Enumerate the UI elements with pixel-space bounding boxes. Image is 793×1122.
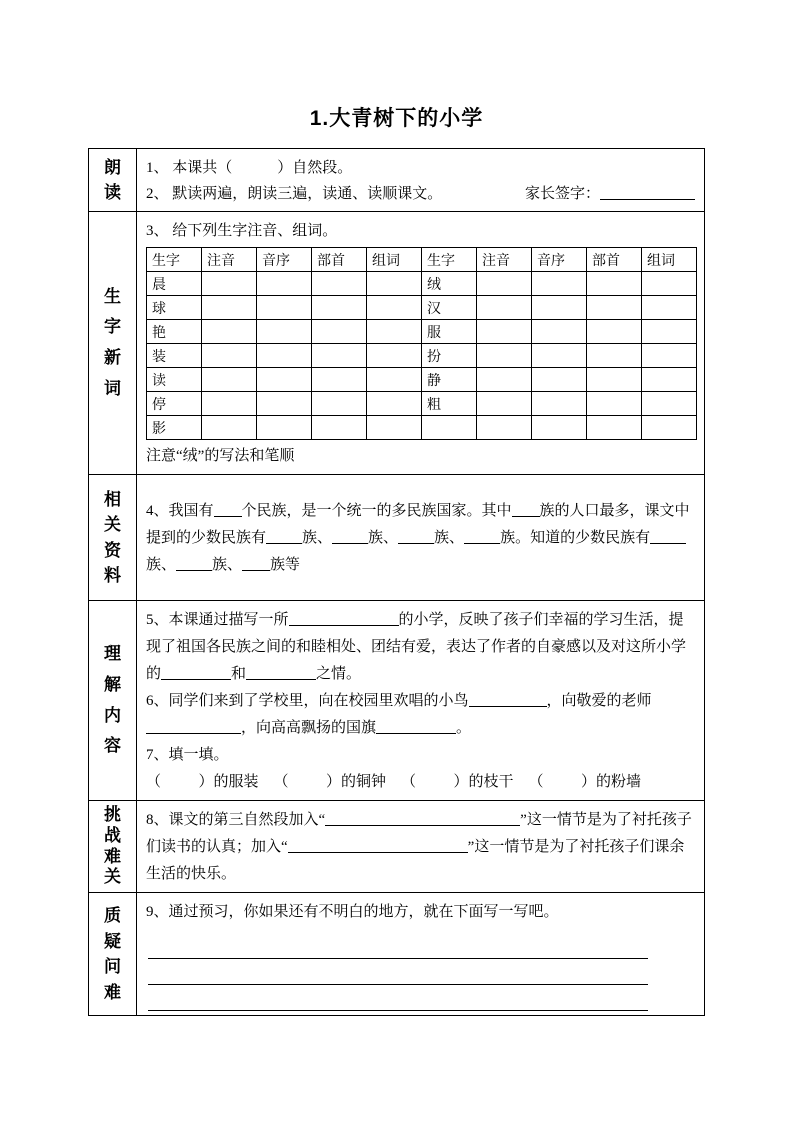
comprehension-item-7: 7、填一填。 xyxy=(146,747,229,763)
section-questions xyxy=(89,893,705,1016)
reading-item-2 xyxy=(146,181,695,207)
empty-cell xyxy=(642,392,697,416)
empty-cell xyxy=(532,416,587,440)
text-segment: 5、本课通过描写一所 xyxy=(146,612,289,628)
blank-line xyxy=(469,692,547,707)
section-comprehension xyxy=(89,601,705,801)
empty-cell xyxy=(312,416,367,440)
char-cell: 粗 xyxy=(422,392,477,416)
text-segment: 个民族，是一个统一的多民族国家。其中 xyxy=(241,503,512,519)
character-row xyxy=(147,368,697,392)
empty-cell xyxy=(642,344,697,368)
text-segment: 和 xyxy=(231,666,247,682)
parent-signature xyxy=(525,181,695,207)
empty-cell xyxy=(642,296,697,320)
char-cell: 读 xyxy=(147,368,202,392)
writing-line xyxy=(148,985,648,1011)
blank-line xyxy=(214,502,242,517)
text-segment: 族、 xyxy=(212,557,243,573)
comprehension-item-5 xyxy=(146,607,695,688)
character-row xyxy=(147,416,697,440)
empty-cell xyxy=(202,272,257,296)
empty-cell xyxy=(477,344,532,368)
empty-cell xyxy=(477,272,532,296)
section-label-related: 相关资料 xyxy=(104,489,121,585)
empty-cell xyxy=(312,272,367,296)
empty-cell xyxy=(202,320,257,344)
text-segment: 。 xyxy=(456,720,472,736)
character-row xyxy=(147,344,697,368)
char-cell: 艳 xyxy=(147,320,202,344)
char-cell: 影 xyxy=(147,416,202,440)
char-cell: 晨 xyxy=(147,272,202,296)
blank-line xyxy=(376,719,456,734)
empty-cell xyxy=(587,392,642,416)
empty-cell xyxy=(532,296,587,320)
blank-line xyxy=(289,611,399,626)
questions-item-9: 9、通过预习，你如果还有不明白的地方，就在下面写一写吧。 xyxy=(146,904,559,920)
section-reading xyxy=(89,149,705,212)
blank-line xyxy=(266,529,302,544)
text-segment: ，向敬爱的老师 xyxy=(546,693,652,709)
empty-cell xyxy=(202,392,257,416)
char-cell: 球 xyxy=(147,296,202,320)
empty-cell xyxy=(532,320,587,344)
empty-cell xyxy=(367,416,422,440)
empty-cell xyxy=(587,416,642,440)
char-cell: 静 xyxy=(422,368,477,392)
characters-item-3: 3、 给下列生字注音、组词。 xyxy=(146,223,338,239)
empty-cell xyxy=(367,368,422,392)
empty-cell xyxy=(312,392,367,416)
characters-note: 注意“绒”的写法和笔顺 xyxy=(146,448,295,464)
blank-line xyxy=(325,811,520,826)
comprehension-item-6 xyxy=(146,688,695,742)
empty-cell xyxy=(257,272,312,296)
empty-cell xyxy=(202,296,257,320)
blank-line xyxy=(242,556,270,571)
comprehension-item-7-fill-line: （ ）的服装 （ ）的铜钟 （ ）的枝干 （ ）的粉墙 xyxy=(146,774,642,790)
char-table-header: 生字 xyxy=(422,248,477,272)
writing-line xyxy=(148,933,648,959)
empty-cell xyxy=(477,416,532,440)
text-segment: 族等 xyxy=(270,557,301,573)
char-table-header: 部首 xyxy=(587,248,642,272)
char-table-header: 组词 xyxy=(642,248,697,272)
character-table xyxy=(146,247,697,440)
empty-cell xyxy=(367,392,422,416)
section-label-new-characters: 生字新词 xyxy=(104,286,121,398)
empty-cell xyxy=(367,320,422,344)
empty-cell xyxy=(587,272,642,296)
empty-cell xyxy=(532,392,587,416)
empty-cell xyxy=(367,344,422,368)
empty-cell xyxy=(257,296,312,320)
text-segment: 6、同学们来到了学校里，向在校园里欢唱的小鸟 xyxy=(146,693,469,709)
section-label-questions: 质疑问难 xyxy=(104,906,121,1002)
text-segment: 族、 xyxy=(146,557,177,573)
related-item-4 xyxy=(146,498,695,579)
char-table-header: 注音 xyxy=(202,248,257,272)
text-segment: 的小学，反映了孩子们幸福的学习生活，提现了祖国各民族之间的和睦相处、团结有爱，表达了作者的自豪感以及对这所小学的 xyxy=(146,612,687,682)
empty-cell xyxy=(642,272,697,296)
page-title: 1.大青树下的小学 xyxy=(309,107,484,130)
character-row xyxy=(147,392,697,416)
empty-cell xyxy=(642,320,697,344)
blank-line xyxy=(332,529,368,544)
char-cell: 停 xyxy=(147,392,202,416)
text-segment: ”这一情节是为了衬托孩子们读书的认真；加入“ xyxy=(146,812,692,855)
char-table-header: 生字 xyxy=(147,248,202,272)
writing-line xyxy=(148,959,648,985)
empty-cell xyxy=(257,368,312,392)
blank-line xyxy=(650,529,686,544)
blank-line xyxy=(464,529,500,544)
empty-cell xyxy=(477,368,532,392)
blank-line xyxy=(512,502,540,517)
section-related-material xyxy=(89,475,705,601)
empty-cell xyxy=(367,272,422,296)
blank-line xyxy=(146,719,241,734)
empty-cell xyxy=(202,344,257,368)
text-segment: 族、 xyxy=(302,530,333,546)
text-segment: 之情。 xyxy=(316,666,362,682)
blank-line xyxy=(398,529,434,544)
empty-cell xyxy=(477,392,532,416)
empty-cell xyxy=(587,320,642,344)
character-row xyxy=(147,272,697,296)
character-row xyxy=(147,320,697,344)
empty-cell xyxy=(257,344,312,368)
empty-cell xyxy=(532,344,587,368)
char-cell: 扮 xyxy=(422,344,477,368)
blank-line xyxy=(246,665,316,680)
worksheet-table xyxy=(88,148,705,1016)
char-table-header: 音序 xyxy=(257,248,312,272)
empty-cell xyxy=(202,416,257,440)
empty-cell xyxy=(587,368,642,392)
section-label-challenge: 挑战难关 xyxy=(104,805,121,887)
empty-cell xyxy=(367,296,422,320)
reading-item-2-text: 2、 默读两遍，朗读三遍，读通、读顺课文。 xyxy=(146,186,443,202)
empty-cell xyxy=(257,392,312,416)
section-new-characters xyxy=(89,212,705,475)
char-cell: 装 xyxy=(147,344,202,368)
text-segment: ，向高高飘扬的国旗 xyxy=(241,720,377,736)
text-segment: 族、 xyxy=(368,530,399,546)
text-segment: 8、课文的第三自然段加入“ xyxy=(146,812,326,828)
empty-cell xyxy=(312,344,367,368)
char-cell: 服 xyxy=(422,320,477,344)
char-cell: 汉 xyxy=(422,296,477,320)
empty-cell xyxy=(642,368,697,392)
empty-cell xyxy=(477,320,532,344)
empty-cell xyxy=(202,368,257,392)
text-segment: 族的人口最多，课文中提到的少数民族有 xyxy=(146,503,690,546)
empty-cell xyxy=(312,296,367,320)
empty-cell xyxy=(642,416,697,440)
char-table-header: 注音 xyxy=(477,248,532,272)
char-table-header: 音序 xyxy=(532,248,587,272)
character-row xyxy=(147,296,697,320)
text-segment: 族。知道的少数民族有 xyxy=(500,530,651,546)
empty-cell xyxy=(532,272,587,296)
empty-cell xyxy=(587,296,642,320)
section-label-comprehension: 理解内容 xyxy=(104,644,121,756)
text-segment: 族、 xyxy=(434,530,465,546)
empty-cell xyxy=(257,320,312,344)
text-segment: ”这一情节是为了衬托孩子们课余生活的快乐。 xyxy=(146,839,685,882)
section-label-reading: 朗读 xyxy=(104,157,121,202)
signature-label: 家长签字： xyxy=(524,186,600,202)
character-table-header-row xyxy=(147,248,697,272)
section-challenge xyxy=(89,801,705,893)
char-table-header: 部首 xyxy=(312,248,367,272)
char-cell: 绒 xyxy=(422,272,477,296)
text-segment: 4、我国有 xyxy=(146,503,214,519)
blank-line xyxy=(161,665,231,680)
char-cell xyxy=(422,416,477,440)
empty-cell xyxy=(257,416,312,440)
empty-cell xyxy=(477,296,532,320)
reading-item-1: 1、 本课共（ ）自然段。 xyxy=(146,160,353,176)
empty-cell xyxy=(532,368,587,392)
empty-cell xyxy=(587,344,642,368)
empty-cell xyxy=(312,320,367,344)
blank-line xyxy=(288,838,468,853)
empty-cell xyxy=(312,368,367,392)
char-table-header: 组词 xyxy=(367,248,422,272)
challenge-item-8 xyxy=(146,807,695,888)
signature-blank-line xyxy=(600,185,695,200)
blank-line xyxy=(176,556,212,571)
